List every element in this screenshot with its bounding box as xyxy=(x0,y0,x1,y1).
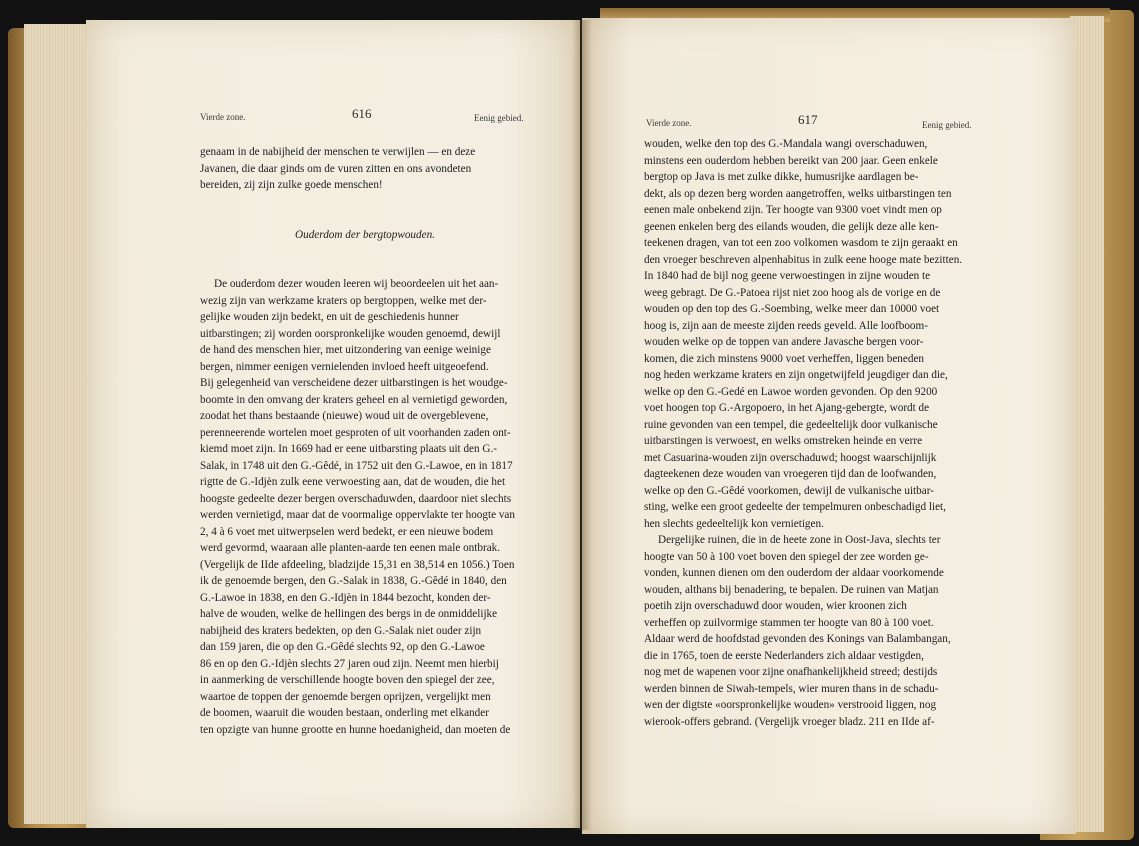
text-line: eenen male onbekend zijn. Ter hoogte van 9300 voet vindt men op xyxy=(644,204,942,216)
text-line: kiemd moet zijn. In 1669 had er eene uitbarsting plaats uit den G.- xyxy=(200,443,498,455)
text-line: wouden welke op de toppen van andere Javasche bergen voor- xyxy=(644,336,924,348)
text-line: 2, 4 à 6 voet met uitwerpselen werd bedekt, er een nieuwe bodem xyxy=(200,525,494,538)
text-line: Aldaar werd de hoofdstad gevonden des Konings van Balambangan, xyxy=(644,633,951,645)
text-line: den vroeger beschreven alpenhabitus in zulk eene hooge mate bezitten. xyxy=(644,253,963,266)
book-gutter xyxy=(572,20,592,830)
text-line: dan 159 jaren, die op den G.-Gêdé slechts 92, op den G.-Lawoe xyxy=(200,641,485,653)
text-line: hoogte van 50 à 100 voet boven den spiegel der zee worden ge- xyxy=(644,550,929,563)
text-line: dagteekenen deze wouden van vroegeren tijd dan de loofwanden, xyxy=(644,468,937,480)
left-page-number: 616 xyxy=(352,106,372,121)
text-line: 86 en op den G.-Idjèn slechts 27 jaren oud zijn. Neemt men hierbij xyxy=(200,657,499,670)
text-line: wierook-offers gebrand. (Vergelijk vroeger bladz. 211 en IIde af- xyxy=(644,715,935,728)
text-line: genaam in de nabijheid der menschen te verwijlen — en deze xyxy=(200,146,476,158)
text-line: wouden op den top des G.-Soembing, welke meer dan 10000 voet xyxy=(644,303,940,315)
text-line: nabijheid des kraters bedekten, op den G.-Salak niet ouder zijn xyxy=(200,624,482,637)
right-running-head-left: Vierde zone. xyxy=(646,118,692,128)
text-line xyxy=(200,243,530,260)
right-running-head-right: Eenig gebied. xyxy=(922,120,972,130)
text-line: hen slechts gedeeltelijk kon vernietigen. xyxy=(644,517,824,530)
text-line: bergtop op Java is met zulke dikke, humusrijke aardlagen be- xyxy=(644,171,919,183)
text-line: ik de genoemde bergen, den G.-Salak in 1838, G.-Gêdé in 1840, den xyxy=(200,575,507,587)
text-line: waartoe de toppen der genoemde bergen oprijzen, vergelijkt men xyxy=(200,690,491,703)
text-line: hoog is, zijn aan de meeste zijden reeds geveld. Alle loofboom- xyxy=(644,319,928,332)
text-line: de hand des menschen hier, met uitzondering van eenige weinige xyxy=(200,344,491,356)
left-running-head-right: Eenig gebied. xyxy=(474,113,524,123)
text-line: zoodat het thans bestaande (nieuwe) woud uit de overgeblevene, xyxy=(200,410,489,422)
text-line: welke op den G.-Gedé en Lawoe worden gevonden. Op den 9200 xyxy=(644,385,938,398)
text-line: De ouderdom dezer wouden leeren wij beoordeelen uit het aan- xyxy=(214,278,499,290)
text-line: halve de wouden, welke de hellingen des bergs in de onmiddelijke xyxy=(200,608,498,620)
text-line: werden binnen de Siwah-tempels, wier muren thans in de schadu- xyxy=(644,682,939,695)
text-line: Dergelijke ruinen, die in de heete zone in Oost-Java, slechts ter xyxy=(658,534,941,546)
text-line: nog heden werkzame kraters en zijn ongetwijfeld jeugdiger dan die, xyxy=(644,369,948,381)
right-page-text xyxy=(644,136,978,730)
text-line: hoogste gedeelte dezer bergen overschaduwden, daardoor niet slechts xyxy=(200,492,512,505)
text-line: werd gevormd, waaraan alle planten-aarde ten eenen male ontbrak. xyxy=(200,542,501,554)
text-line: sting, welke een groot gedeelte der tempelmuren onbeschadigd liet, xyxy=(644,501,946,513)
text-line: voet hoogen top G.-Argopoero, in het Ajang-gebergte, wordt de xyxy=(644,402,930,414)
text-line: geenen enkelen berg des eilands wouden, die gelijk deze alle ken- xyxy=(644,220,939,233)
text-line: ten opzigte van hunne grootte en hunne hoedanigheid, dan moeten de xyxy=(200,723,511,736)
text-line: dekt, als op dezen berg worden aangetroffen, welks uitbarstingen ten xyxy=(644,187,952,200)
text-line: werden vernietigd, maar dat de voormalige oppervlakte ter hoogte van xyxy=(200,509,515,521)
text-line: welke op den G.-Gêdé voorkomen, dewijl de vulkanische uitbar- xyxy=(644,484,934,497)
text-line: Javanen, die daar ginds om de vuren zitten en ons avondeten xyxy=(200,162,472,175)
text-line: minstens een ouderdom hebben bereikt van 200 jaar. Geen enkele xyxy=(644,154,938,167)
text-line: weeg gebragt. De G.-Patoea rijst niet zoo hoog als de vorige en de xyxy=(644,286,941,299)
text-line xyxy=(200,194,530,211)
text-line: Ouderdom der bergtopwouden. xyxy=(295,228,435,241)
text-line xyxy=(200,210,530,227)
left-page-text xyxy=(200,144,530,738)
text-line: vonden, kunnen dienen om den ouderdom der aldaar voorkomende xyxy=(644,567,944,579)
text-line: in aanmerking de verschillende hoogte boven den spiegel der zee, xyxy=(200,674,495,686)
text-line: verheffen op zuilvormige stammen ter hoogte van 80 à 100 voet. xyxy=(644,616,934,629)
text-line: In 1840 had de bijl nog geene verwoestingen in zijne wouden te xyxy=(644,270,931,282)
right-page-number: 617 xyxy=(798,112,818,127)
text-line: wen der digtste «oorspronkelijke wouden» verstrooid liggen, nog xyxy=(644,699,937,711)
text-line: G.-Lawoe in 1838, en den G.-Idjèn in 1844 bezocht, konden der- xyxy=(200,591,491,604)
text-line xyxy=(200,260,530,277)
text-line: de boomen, waaruit die wouden bestaan, onderling met elkander xyxy=(200,707,489,719)
text-line: gelijke wouden zijn bedekt, en uit de geschiedenis hunner xyxy=(200,311,459,323)
text-line: uitbarstingen; zij worden oorspronkelijke wouden genoemd, dewijl xyxy=(200,327,501,340)
text-line: komen, die zich minstens 9000 voet verheffen, liggen beneden xyxy=(644,352,925,365)
text-line: wouden, welke den top des G.-Mandala wangi overschaduwen, xyxy=(644,138,928,150)
text-line: bergen, nimmer eenigen vernielenden invloed heeft uitgeoefend. xyxy=(200,360,489,373)
text-line: teekenen dragen, van tot een zoo volkomen wasdom te zijn geraakt en xyxy=(644,237,958,249)
text-line: (Vergelijk de IIde afdeeling, bladzijde 15,31 en 38,514 en 1056.) Toen xyxy=(200,558,515,571)
text-line: boomte in den omvang der kraters geheel en al vernietigd geworden, xyxy=(200,393,508,406)
text-line: perenneerende wortelen moet gesproten of uit voorhanden zaden ont- xyxy=(200,426,511,439)
page-stack-left xyxy=(24,24,88,824)
left-running-head-left: Vierde zone. xyxy=(200,112,246,122)
text-line: nog met de wapenen voor zijne onafhankelijkheid streed; destijds xyxy=(644,666,938,678)
text-line: die in 1765, toen de eerste Nederlanders zich aldaar vestigden, xyxy=(644,649,924,662)
text-line: ruine gevonden van een tempel, die gedeeltelijk door vulkanische xyxy=(644,418,938,431)
text-line: rigtte de G.-Idjèn zulk eene verwoesting aan, dat de wouden, die het xyxy=(200,476,506,488)
text-line: uitbarstingen is verwoest, en welks omstreken heinde en verre xyxy=(644,435,923,447)
text-line: Salak, in 1748 uit den G.-Gêdé, in 1752 uit den G.-Lawoe, en in 1817 xyxy=(200,459,513,472)
text-line: wouden, althans bij benadering, te bepalen. De ruinen van Matjan xyxy=(644,583,939,596)
text-line: bereiden, zij zijn zulke goede menschen! xyxy=(200,179,383,191)
text-line: met Casuarina-wouden zijn overschaduwd; hoogst waarschijnlijk xyxy=(644,451,937,464)
text-line: poetih zijn overschaduwd door wouden, wier kroonen zich xyxy=(644,600,907,612)
text-line: Bij gelegenheid van verscheidene dezer uitbarstingen is het woudge- xyxy=(200,377,508,389)
text-line: wezig zijn van werkzame kraters op bergtoppen, welke met der- xyxy=(200,294,487,307)
